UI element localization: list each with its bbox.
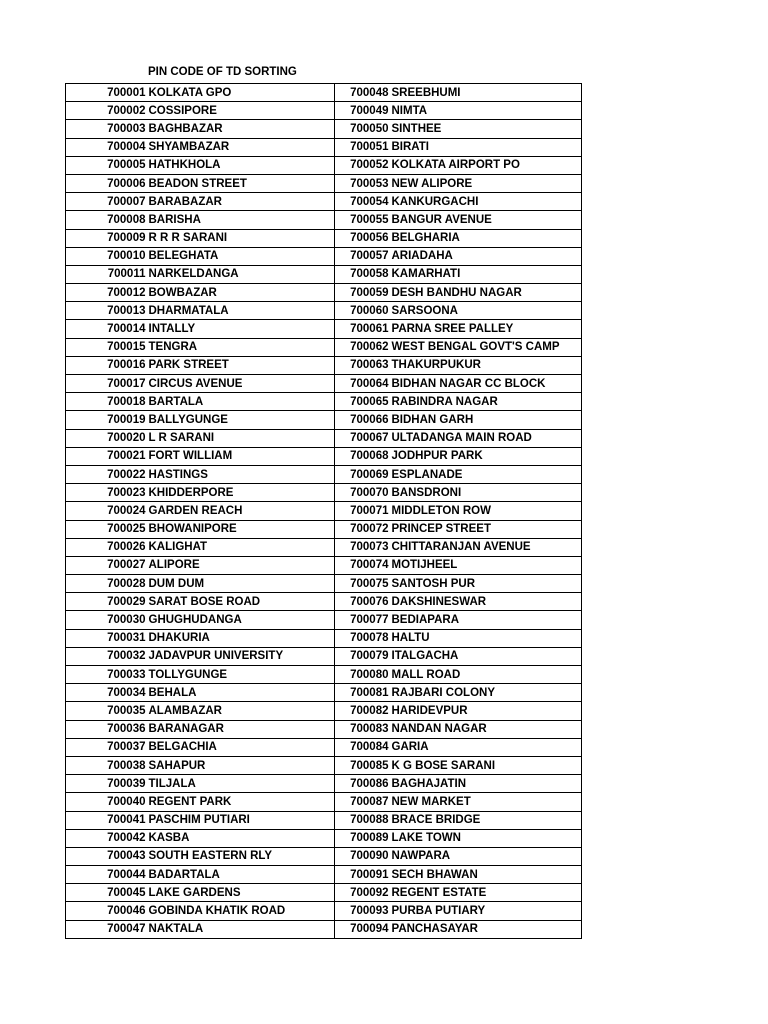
- right-name-cell: BELGHARIA: [390, 229, 582, 247]
- right-pin-cell: 700081: [335, 684, 390, 702]
- right-pin-cell: 700087: [335, 793, 390, 811]
- left-pin-cell: 700014: [66, 320, 147, 338]
- left-name-cell: DHARMATALA: [147, 302, 335, 320]
- table-row: [66, 338, 582, 356]
- left-pin-cell: 700027: [66, 556, 147, 574]
- left-name-cell: GHUGHUDANGA: [147, 611, 335, 629]
- table-row: [66, 320, 582, 338]
- left-pin-cell: 700043: [66, 847, 147, 865]
- right-pin-cell: 700049: [335, 102, 390, 120]
- left-pin-cell: 700001: [66, 84, 147, 102]
- left-pin-cell: 700035: [66, 702, 147, 720]
- left-pin-cell: 700038: [66, 756, 147, 774]
- left-pin-cell: 700045: [66, 884, 147, 902]
- left-pin-cell: 700036: [66, 720, 147, 738]
- right-name-cell: BANGUR AVENUE: [390, 211, 582, 229]
- right-name-cell: SARSOONA: [390, 302, 582, 320]
- right-pin-cell: 700070: [335, 484, 390, 502]
- left-name-cell: KALIGHAT: [147, 538, 335, 556]
- table-row: [66, 520, 582, 538]
- left-pin-cell: 700021: [66, 447, 147, 465]
- left-name-cell: GARDEN REACH: [147, 502, 335, 520]
- table-row: [66, 393, 582, 411]
- table-row: [66, 265, 582, 283]
- left-name-cell: SARAT BOSE ROAD: [147, 593, 335, 611]
- left-name-cell: SHYAMBAZAR: [147, 138, 335, 156]
- left-pin-cell: 700032: [66, 647, 147, 665]
- table-row: [66, 429, 582, 447]
- left-name-cell: KHIDDERPORE: [147, 484, 335, 502]
- table-row: [66, 738, 582, 756]
- left-name-cell: BOWBAZAR: [147, 284, 335, 302]
- table-row: [66, 720, 582, 738]
- left-name-cell: PASCHIM PUTIARI: [147, 811, 335, 829]
- left-name-cell: L R SARANI: [147, 429, 335, 447]
- left-pin-cell: 700013: [66, 302, 147, 320]
- left-name-cell: BARABAZAR: [147, 193, 335, 211]
- right-pin-cell: 700068: [335, 447, 390, 465]
- table-row: [66, 884, 582, 902]
- left-name-cell: NARKELDANGA: [147, 265, 335, 283]
- right-name-cell: PURBA PUTIARY: [390, 902, 582, 920]
- table-row: [66, 811, 582, 829]
- left-pin-cell: 700018: [66, 393, 147, 411]
- left-pin-cell: 700029: [66, 593, 147, 611]
- table-row: [66, 556, 582, 574]
- left-name-cell: REGENT PARK: [147, 793, 335, 811]
- left-name-cell: BADARTALA: [147, 866, 335, 884]
- left-pin-cell: 700030: [66, 611, 147, 629]
- right-name-cell: KOLKATA AIRPORT PO: [390, 156, 582, 174]
- right-pin-cell: 700060: [335, 302, 390, 320]
- left-pin-cell: 700016: [66, 356, 147, 374]
- right-pin-cell: 700084: [335, 738, 390, 756]
- left-name-cell: COSSIPORE: [147, 102, 335, 120]
- table-row: [66, 120, 582, 138]
- left-pin-cell: 700012: [66, 284, 147, 302]
- left-name-cell: BHOWANIPORE: [147, 520, 335, 538]
- left-pin-cell: 700019: [66, 411, 147, 429]
- left-name-cell: GOBINDA KHATIK ROAD: [147, 902, 335, 920]
- right-name-cell: BIDHAN GARH: [390, 411, 582, 429]
- table-row: [66, 138, 582, 156]
- right-pin-cell: 700064: [335, 375, 390, 393]
- right-name-cell: MIDDLETON ROW: [390, 502, 582, 520]
- table-row: [66, 156, 582, 174]
- table-row: [66, 484, 582, 502]
- table-row: [66, 756, 582, 774]
- left-pin-cell: 700004: [66, 138, 147, 156]
- table-row: [66, 465, 582, 483]
- right-name-cell: KAMARHATI: [390, 265, 582, 283]
- table-row: [66, 502, 582, 520]
- right-name-cell: RABINDRA NAGAR: [390, 393, 582, 411]
- left-name-cell: DHAKURIA: [147, 629, 335, 647]
- table-row: [66, 829, 582, 847]
- right-name-cell: ITALGACHA: [390, 647, 582, 665]
- left-name-cell: DUM DUM: [147, 575, 335, 593]
- left-pin-cell: 700020: [66, 429, 147, 447]
- right-name-cell: THAKURPUKUR: [390, 356, 582, 374]
- right-name-cell: RAJBARI COLONY: [390, 684, 582, 702]
- left-pin-cell: 700002: [66, 102, 147, 120]
- right-pin-cell: 700093: [335, 902, 390, 920]
- table-row: [66, 793, 582, 811]
- right-name-cell: BIRATI: [390, 138, 582, 156]
- right-name-cell: BAGHAJATIN: [390, 775, 582, 793]
- left-pin-cell: 700033: [66, 666, 147, 684]
- left-name-cell: INTALLY: [147, 320, 335, 338]
- table-row: [66, 647, 582, 665]
- table-row: [66, 775, 582, 793]
- right-name-cell: LAKE TOWN: [390, 829, 582, 847]
- left-name-cell: LAKE GARDENS: [147, 884, 335, 902]
- right-pin-cell: 700089: [335, 829, 390, 847]
- right-name-cell: K G BOSE SARANI: [390, 756, 582, 774]
- right-pin-cell: 700074: [335, 556, 390, 574]
- right-pin-cell: 700090: [335, 847, 390, 865]
- table-row: [66, 847, 582, 865]
- right-pin-cell: 700056: [335, 229, 390, 247]
- left-name-cell: TILJALA: [147, 775, 335, 793]
- left-name-cell: KASBA: [147, 829, 335, 847]
- right-name-cell: NEW ALIPORE: [390, 174, 582, 192]
- table-row: [66, 920, 582, 938]
- left-pin-cell: 700015: [66, 338, 147, 356]
- left-pin-cell: 700040: [66, 793, 147, 811]
- left-name-cell: SAHAPUR: [147, 756, 335, 774]
- right-pin-cell: 700051: [335, 138, 390, 156]
- right-name-cell: NIMTA: [390, 102, 582, 120]
- table-row: [66, 629, 582, 647]
- left-name-cell: BARANAGAR: [147, 720, 335, 738]
- right-name-cell: NANDAN NAGAR: [390, 720, 582, 738]
- right-name-cell: PARNA SREE PALLEY: [390, 320, 582, 338]
- left-name-cell: ALAMBAZAR: [147, 702, 335, 720]
- left-pin-cell: 700031: [66, 629, 147, 647]
- right-pin-cell: 700088: [335, 811, 390, 829]
- table-row: [66, 211, 582, 229]
- left-pin-cell: 700039: [66, 775, 147, 793]
- right-name-cell: SECH BHAWAN: [390, 866, 582, 884]
- table-row: [66, 575, 582, 593]
- left-pin-cell: 700046: [66, 902, 147, 920]
- left-pin-cell: 700025: [66, 520, 147, 538]
- right-name-cell: NAWPARA: [390, 847, 582, 865]
- left-pin-cell: 700044: [66, 866, 147, 884]
- table-row: [66, 356, 582, 374]
- right-pin-cell: 700082: [335, 702, 390, 720]
- left-pin-cell: 700009: [66, 229, 147, 247]
- left-pin-cell: 700003: [66, 120, 147, 138]
- right-pin-cell: 700053: [335, 174, 390, 192]
- left-name-cell: ALIPORE: [147, 556, 335, 574]
- table-row: [66, 247, 582, 265]
- right-pin-cell: 700072: [335, 520, 390, 538]
- right-pin-cell: 700075: [335, 575, 390, 593]
- right-pin-cell: 700079: [335, 647, 390, 665]
- right-pin-cell: 700078: [335, 629, 390, 647]
- right-pin-cell: 700054: [335, 193, 390, 211]
- right-pin-cell: 700065: [335, 393, 390, 411]
- table-row: [66, 593, 582, 611]
- right-name-cell: WEST BENGAL GOVT'S CAMP: [390, 338, 582, 356]
- right-name-cell: GARIA: [390, 738, 582, 756]
- right-pin-cell: 700073: [335, 538, 390, 556]
- right-pin-cell: 700094: [335, 920, 390, 938]
- right-pin-cell: 700063: [335, 356, 390, 374]
- right-name-cell: ULTADANGA MAIN ROAD: [390, 429, 582, 447]
- table-row: [66, 866, 582, 884]
- left-pin-cell: 700047: [66, 920, 147, 938]
- right-pin-cell: 700058: [335, 265, 390, 283]
- right-pin-cell: 700080: [335, 666, 390, 684]
- right-name-cell: JODHPUR PARK: [390, 447, 582, 465]
- table-row: [66, 611, 582, 629]
- left-pin-cell: 700010: [66, 247, 147, 265]
- right-name-cell: CHITTARANJAN AVENUE: [390, 538, 582, 556]
- right-name-cell: SINTHEE: [390, 120, 582, 138]
- left-name-cell: FORT WILLIAM: [147, 447, 335, 465]
- document-title: PIN CODE OF TD SORTING: [148, 66, 297, 78]
- table-row: [66, 375, 582, 393]
- left-pin-cell: 700007: [66, 193, 147, 211]
- table-row: [66, 84, 582, 102]
- right-pin-cell: 700057: [335, 247, 390, 265]
- left-name-cell: JADAVPUR UNIVERSITY: [147, 647, 335, 665]
- table-row: [66, 902, 582, 920]
- right-name-cell: DAKSHINESWAR: [390, 593, 582, 611]
- left-name-cell: R R R SARANI: [147, 229, 335, 247]
- right-name-cell: REGENT ESTATE: [390, 884, 582, 902]
- right-pin-cell: 700086: [335, 775, 390, 793]
- left-pin-cell: 700011: [66, 265, 147, 283]
- right-pin-cell: 700069: [335, 465, 390, 483]
- right-pin-cell: 700071: [335, 502, 390, 520]
- right-name-cell: KANKURGACHI: [390, 193, 582, 211]
- right-name-cell: PANCHASAYAR: [390, 920, 582, 938]
- table-row: [66, 193, 582, 211]
- table-row: [66, 702, 582, 720]
- left-name-cell: TOLLYGUNGE: [147, 666, 335, 684]
- right-pin-cell: 700076: [335, 593, 390, 611]
- left-pin-cell: 700005: [66, 156, 147, 174]
- right-name-cell: ARIADAHA: [390, 247, 582, 265]
- right-pin-cell: 700062: [335, 338, 390, 356]
- left-name-cell: HATHKHOLA: [147, 156, 335, 174]
- right-name-cell: DESH BANDHU NAGAR: [390, 284, 582, 302]
- right-pin-cell: 700083: [335, 720, 390, 738]
- right-name-cell: BRACE BRIDGE: [390, 811, 582, 829]
- left-name-cell: BARTALA: [147, 393, 335, 411]
- left-pin-cell: 700024: [66, 502, 147, 520]
- left-pin-cell: 700026: [66, 538, 147, 556]
- left-name-cell: BEADON STREET: [147, 174, 335, 192]
- right-pin-cell: 700077: [335, 611, 390, 629]
- left-name-cell: BELEGHATA: [147, 247, 335, 265]
- left-pin-cell: 700017: [66, 375, 147, 393]
- left-name-cell: BELGACHIA: [147, 738, 335, 756]
- left-name-cell: BEHALA: [147, 684, 335, 702]
- table-row: [66, 302, 582, 320]
- right-name-cell: PRINCEP STREET: [390, 520, 582, 538]
- right-name-cell: MALL ROAD: [390, 666, 582, 684]
- left-pin-cell: 700023: [66, 484, 147, 502]
- pin-code-table: [65, 83, 582, 939]
- left-name-cell: SOUTH EASTERN RLY: [147, 847, 335, 865]
- right-pin-cell: 700085: [335, 756, 390, 774]
- table-row: [66, 411, 582, 429]
- right-name-cell: SANTOSH PUR: [390, 575, 582, 593]
- left-name-cell: BAGHBAZAR: [147, 120, 335, 138]
- left-pin-cell: 700028: [66, 575, 147, 593]
- left-name-cell: HASTINGS: [147, 465, 335, 483]
- left-name-cell: CIRCUS AVENUE: [147, 375, 335, 393]
- right-name-cell: SREEBHUMI: [390, 84, 582, 102]
- left-pin-cell: 700037: [66, 738, 147, 756]
- table-row: [66, 538, 582, 556]
- right-name-cell: ESPLANADE: [390, 465, 582, 483]
- left-pin-cell: 700022: [66, 465, 147, 483]
- right-name-cell: BEDIAPARA: [390, 611, 582, 629]
- left-pin-cell: 700041: [66, 811, 147, 829]
- table-row: [66, 447, 582, 465]
- right-name-cell: MOTIJHEEL: [390, 556, 582, 574]
- right-name-cell: HALTU: [390, 629, 582, 647]
- right-name-cell: NEW MARKET: [390, 793, 582, 811]
- left-name-cell: PARK STREET: [147, 356, 335, 374]
- right-pin-cell: 700055: [335, 211, 390, 229]
- left-name-cell: TENGRA: [147, 338, 335, 356]
- right-pin-cell: 700061: [335, 320, 390, 338]
- right-name-cell: BIDHAN NAGAR CC BLOCK: [390, 375, 582, 393]
- right-pin-cell: 700066: [335, 411, 390, 429]
- right-name-cell: BANSDRONI: [390, 484, 582, 502]
- table-row: [66, 229, 582, 247]
- table-row: [66, 174, 582, 192]
- right-pin-cell: 700050: [335, 120, 390, 138]
- right-pin-cell: 700048: [335, 84, 390, 102]
- left-pin-cell: 700042: [66, 829, 147, 847]
- left-name-cell: NAKTALA: [147, 920, 335, 938]
- right-pin-cell: 700091: [335, 866, 390, 884]
- pin-code-table-body: [66, 84, 582, 939]
- right-name-cell: HARIDEVPUR: [390, 702, 582, 720]
- right-pin-cell: 700052: [335, 156, 390, 174]
- right-pin-cell: 700059: [335, 284, 390, 302]
- table-row: [66, 666, 582, 684]
- left-name-cell: KOLKATA GPO: [147, 84, 335, 102]
- left-pin-cell: 700006: [66, 174, 147, 192]
- right-pin-cell: 700067: [335, 429, 390, 447]
- table-row: [66, 684, 582, 702]
- table-row: [66, 102, 582, 120]
- left-pin-cell: 700008: [66, 211, 147, 229]
- table-row: [66, 284, 582, 302]
- left-name-cell: BALLYGUNGE: [147, 411, 335, 429]
- left-pin-cell: 700034: [66, 684, 147, 702]
- left-name-cell: BARISHA: [147, 211, 335, 229]
- right-pin-cell: 700092: [335, 884, 390, 902]
